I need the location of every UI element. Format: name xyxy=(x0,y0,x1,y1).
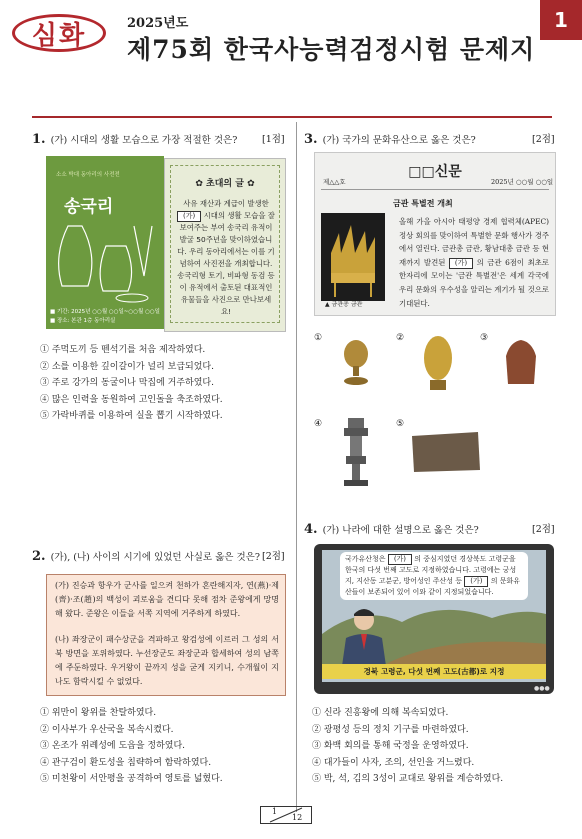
invitation-frame xyxy=(170,165,280,323)
exam-year: 2025년도 xyxy=(127,16,189,31)
q4-option-3[interactable]: ③ 화백 회의를 통해 국정을 운영하였다. xyxy=(312,741,469,751)
q2-number: 2. xyxy=(32,549,46,564)
q2-option-4[interactable]: ④ 관구검이 환도성을 침략하여 함락하였다. xyxy=(40,757,212,768)
q3-option-5-mark[interactable]: ⑤ xyxy=(396,419,405,429)
q3-heading xyxy=(304,128,476,147)
q1-poster xyxy=(46,156,164,329)
q2-option-1[interactable]: ① 위만이 왕위를 찬탈하였다. xyxy=(40,708,157,718)
q1-option-4[interactable]: ④ 많은 인력을 동원하여 고인돌을 축조하였다. xyxy=(40,394,223,405)
q3-option-3-mark[interactable]: ③ xyxy=(480,333,489,343)
q4-heading xyxy=(304,518,479,537)
newspaper-issue: 제△△호 xyxy=(323,178,346,186)
q1-number: 1. xyxy=(32,132,46,147)
q2-option-2[interactable]: ② 이사부가 우산국을 복속시켰다. xyxy=(40,724,174,735)
q2-heading xyxy=(32,545,260,564)
invitation-title: ✿ 초대의 글 ✿ xyxy=(195,179,255,189)
q4-option-4[interactable]: ④ 대가들이 사자, 조의, 선인을 거느렸다. xyxy=(312,757,475,768)
newspaper-headline: 금관 특별전 개최 xyxy=(393,198,453,208)
newspaper-name: □□신문 xyxy=(408,164,462,180)
q2-option-3[interactable]: ③ 온조가 위례성에 도읍을 정하였다. xyxy=(40,741,186,751)
q3-option-4-mark[interactable]: ④ xyxy=(314,419,323,429)
speech-bubble: 국가유산청은 (가) 의 중심지였던 경상북도 고령군을 한국의 다섯 번째 고도로 지정하였습니다. 고령에는 궁성지, 지산동 고분군, 방어성인 주산성 등 (가) 의 문화유산들이 보존되어 있어 이와 같이 지정되었습니다. xyxy=(340,552,528,600)
metal-plate-image[interactable] xyxy=(410,430,482,474)
q4-option-2[interactable]: ② 광평성 등의 정치 기구를 마련하였다. xyxy=(312,724,469,735)
q2-option-5[interactable]: ⑤ 미천왕이 서안평을 공격하여 영토를 넓혔다. xyxy=(40,774,223,784)
news-anchor xyxy=(342,606,386,666)
gold-crown-photo xyxy=(321,213,385,301)
clay-vessel-image[interactable] xyxy=(500,336,542,388)
crown-caption: ▲ 금관총 금관 xyxy=(325,301,363,308)
q4-option-1[interactable]: ① 신라 진흥왕에 의해 복속되었다. xyxy=(312,708,449,718)
q3-number: 3. xyxy=(304,132,318,147)
poster-subtitle: 소소 박대 동아리의 사전전 xyxy=(56,172,120,178)
poster-place: ■ 장소: 본관 1층 동아리실 xyxy=(50,318,116,324)
newspaper-rule xyxy=(321,189,549,190)
q4-tv-frame xyxy=(314,544,554,694)
q1-question: (가) 시대의 생활 모습으로 가장 적절한 것은? xyxy=(50,135,238,146)
incense-burner-image[interactable] xyxy=(336,336,376,388)
stone-lantern-image[interactable] xyxy=(338,418,374,488)
news-banner: 경북 고령군, 다섯 번째 고도(古都)로 지정 xyxy=(322,664,546,679)
blank-box: (가) xyxy=(388,554,412,565)
blank-box: (가) xyxy=(449,258,473,269)
exam-title: 제75회 한국사능력검정시험 문제지 xyxy=(127,35,536,64)
pottery-illustration xyxy=(48,216,162,304)
poster-info xyxy=(50,308,160,326)
gilt-buddha-image[interactable] xyxy=(418,334,458,392)
q4-options xyxy=(312,705,503,788)
q4-number: 4. xyxy=(304,522,318,537)
q2-passage-na: (나) 좌장군이 패수상군을 격파하고 왕검성에 이르러 그 성의 서북 방면을 포위하였다. 누선장군도 좌장군과 합세하여 성의 남쪽에 주둔하였다. 우거왕이 끝까지 성을 굳게 지키니, 수개월이 지나도 함락시킬 수 없었다. xyxy=(55,635,279,686)
q3-option-2-mark[interactable]: ② xyxy=(396,333,405,343)
tv-dots: ●●● xyxy=(534,685,550,692)
q3-options xyxy=(314,330,554,520)
column-divider xyxy=(296,122,297,812)
q1-options xyxy=(40,342,223,425)
q2-points: [2점] xyxy=(262,551,285,562)
q1-points: [1점] xyxy=(262,134,285,145)
q4-option-5[interactable]: ⑤ 박, 석, 김의 3성이 교대로 왕위를 계승하였다. xyxy=(312,774,504,784)
q3-question: (가) 국가의 문화유산으로 옳은 것은? xyxy=(322,135,476,146)
newspaper-date: 2025년 ○○월 ○○일 xyxy=(491,178,554,186)
q3-option-1-mark[interactable]: ① xyxy=(314,333,323,343)
q1-invitation xyxy=(164,158,286,332)
q1-option-3[interactable]: ③ 주로 강가의 동굴이나 막집에 거주하였다. xyxy=(40,378,214,388)
page-indicator xyxy=(260,806,312,824)
q2-passage-ga: (가) 진승과 항우가 군사를 일으켜 천하가 혼란해지자, 연(燕)·제(齊)·조(趙)의 백성이 괴로움을 견디다 못해 점차 준왕에게 망명해 왔다. 준왕은 이들을 서쪽 지역에 거주하게 하였다. xyxy=(55,581,279,618)
q1-heading xyxy=(32,128,237,147)
blank-box: (가) xyxy=(464,576,488,587)
subject-badge: 심화 xyxy=(12,14,106,52)
page-number-box: 1 xyxy=(540,0,582,40)
invitation-body: 사유 재산과 계급이 발생한 (가) 시대의 생활 모습을 잘 보여주는 부여 송국리 유적이 발굴 50주년을 맞이하였습니다. 우리 동아리에서는 이를 기념하여 사진전을 개최합니다. 송국리형 토기, 비파형 동검 등 이 유적에서 출토된 대표적인 유물들을 사진으로 만나보세요! xyxy=(177,199,275,316)
q3-points: [2점] xyxy=(532,134,555,145)
q1-option-1[interactable]: ① 주먹도끼 등 뗀석기를 처음 제작하였다. xyxy=(40,345,206,355)
q3-newspaper xyxy=(314,152,556,316)
poster-date: ■ 기간: 2025년 ○○월 ○○일~○○월 ○○일 xyxy=(50,309,160,315)
q2-question: (가), (나) 사이의 시기에 있었던 사실로 옳은 것은? xyxy=(50,552,260,563)
q4-points: [2점] xyxy=(532,524,555,535)
q2-options xyxy=(40,705,223,788)
q1-option-5[interactable]: ⑤ 가락바퀴를 이용하여 실을 뽑기 시작하였다. xyxy=(40,411,223,421)
current-page: 1 xyxy=(272,807,278,816)
poster-title: 송국리 xyxy=(64,197,114,217)
q2-source-box xyxy=(46,574,286,696)
total-pages: 12 xyxy=(292,813,303,822)
q1-option-2[interactable]: ② 소를 이용한 깊이갈이가 널리 보급되었다. xyxy=(40,361,214,372)
tv-screen xyxy=(322,550,546,682)
newspaper-body: 올해 가을 아시아 태평양 경제 협력체(APEC) 정상 회의를 맞이하여 특별한 문화 행사가 경주에서 열린다. 금관총 금관, 황남대총 금관 등 현재까지 발견된 (가) 의 금관 6점이 최초로 한자리에 모이는 '금관 특별전'은 세계 각국에 우리 문화의 우수성을 알리는 계기가 될 것으로 기대된다. xyxy=(399,217,549,308)
q4-question: (가) 나라에 대한 설명으로 옳은 것은? xyxy=(322,525,479,536)
header-rule xyxy=(32,116,552,118)
blank-box: (가) xyxy=(177,211,201,222)
